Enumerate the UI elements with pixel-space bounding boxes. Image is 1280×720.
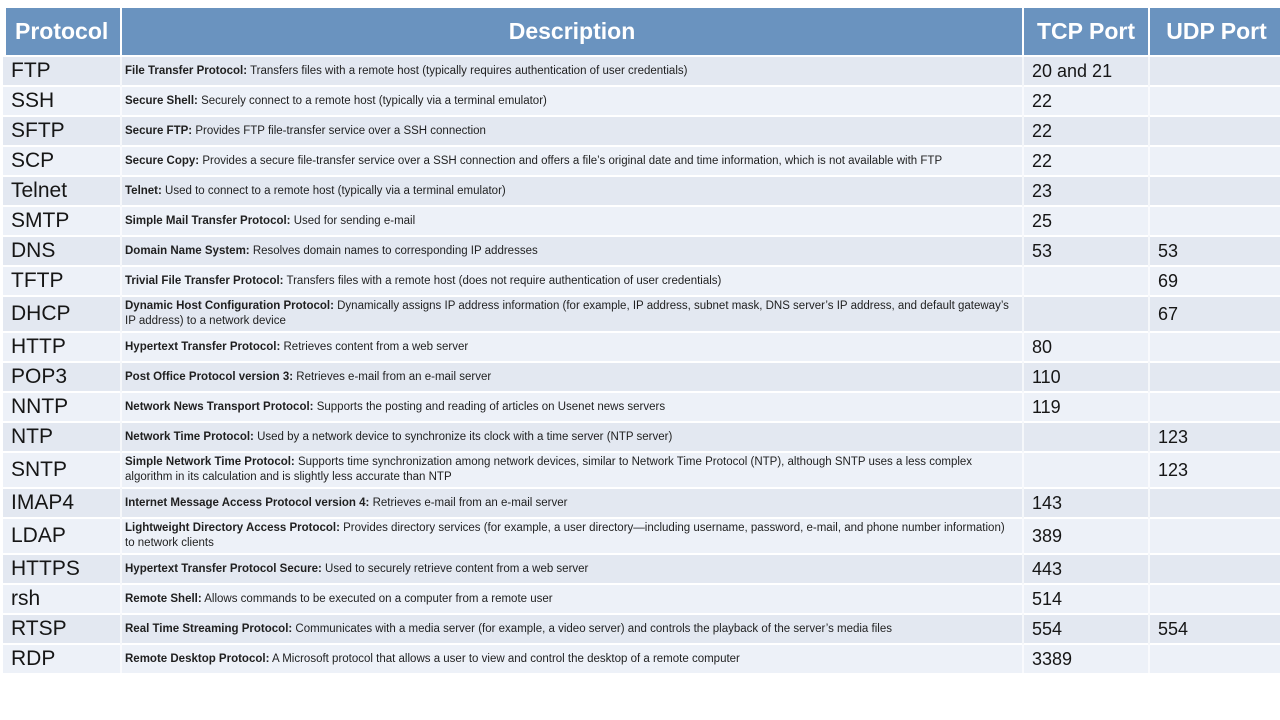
udp-port-cell: 69 <box>1149 266 1280 296</box>
tcp-port-cell: 20 and 21 <box>1023 56 1149 86</box>
udp-port-cell: 67 <box>1149 296 1280 332</box>
table-row <box>3 518 1280 554</box>
tcp-port-cell: 119 <box>1023 392 1149 422</box>
protocol-cell: HTTP <box>3 332 121 362</box>
table-row <box>3 332 1280 362</box>
description-cell <box>121 176 1023 206</box>
tcp-port-cell: 22 <box>1023 116 1149 146</box>
protocol-cell: SFTP <box>3 116 121 146</box>
description-text: Used to connect to a remote host (typically via a terminal emulator) <box>165 184 506 197</box>
description-term: Trivial File Transfer Protocol: <box>125 274 284 287</box>
description-text: Provides FTP file-transfer service over a SSH connection <box>195 124 486 137</box>
column-header-tcp-port: TCP Port <box>1023 8 1149 56</box>
description-term: Domain Name System: <box>125 244 250 257</box>
udp-port-cell: 123 <box>1149 422 1280 452</box>
udp-port-cell <box>1149 146 1280 176</box>
description-text: Retrieves e-mail from an e-mail server <box>296 370 492 383</box>
description-text: A Microsoft protocol that allows a user to view and control the desktop of a remote computer <box>271 652 740 665</box>
description-term: File Transfer Protocol: <box>125 64 248 77</box>
column-header-description: Description <box>121 8 1023 56</box>
table-row <box>3 614 1280 644</box>
description-text: Used for sending e-mail <box>293 214 416 227</box>
description-text: Transfers files with a remote host (typically requires authentication of user credentials) <box>250 64 688 77</box>
udp-port-cell <box>1149 176 1280 206</box>
description-cell <box>121 332 1023 362</box>
table-row <box>3 644 1280 673</box>
table-row <box>3 296 1280 332</box>
table-row <box>3 452 1280 488</box>
description-term: Simple Mail Transfer Protocol: <box>125 214 291 227</box>
table-row <box>3 86 1280 116</box>
table-row <box>3 266 1280 296</box>
tcp-port-cell: 25 <box>1023 206 1149 236</box>
udp-port-cell: 554 <box>1149 614 1280 644</box>
description-term: Post Office Protocol version 3: <box>125 370 294 383</box>
protocol-cell: LDAP <box>3 518 121 554</box>
protocol-cell: NTP <box>3 422 121 452</box>
udp-port-cell <box>1149 56 1280 86</box>
protocol-cell: NNTP <box>3 392 121 422</box>
column-header-udp-port: UDP Port <box>1149 8 1280 56</box>
table-body <box>3 56 1280 673</box>
tcp-port-cell: 143 <box>1023 488 1149 518</box>
tcp-port-cell <box>1023 452 1149 488</box>
description-cell <box>121 56 1023 86</box>
table-row <box>3 584 1280 614</box>
description-text: Transfers files with a remote host (does not require authentication of user credentials) <box>286 274 722 287</box>
tcp-port-cell <box>1023 296 1149 332</box>
description-text: Securely connect to a remote host (typically via a terminal emulator) <box>201 94 547 107</box>
udp-port-cell <box>1149 116 1280 146</box>
protocol-cell: SMTP <box>3 206 121 236</box>
tcp-port-cell: 53 <box>1023 236 1149 266</box>
description-cell <box>121 116 1023 146</box>
tcp-port-cell: 443 <box>1023 554 1149 584</box>
description-text: Communicates with a media server (for example, a video server) and controls the playback of the server’s media files <box>295 622 892 635</box>
udp-port-cell: 123 <box>1149 452 1280 488</box>
protocol-cell: DHCP <box>3 296 121 332</box>
description-cell <box>121 392 1023 422</box>
udp-port-cell <box>1149 86 1280 116</box>
protocol-cell: SSH <box>3 86 121 116</box>
udp-port-cell <box>1149 392 1280 422</box>
tcp-port-cell: 110 <box>1023 362 1149 392</box>
tcp-port-cell: 514 <box>1023 584 1149 614</box>
description-cell <box>121 518 1023 554</box>
table-row <box>3 554 1280 584</box>
table-row <box>3 176 1280 206</box>
table-row <box>3 392 1280 422</box>
udp-port-cell <box>1149 518 1280 554</box>
udp-port-cell: 53 <box>1149 236 1280 266</box>
protocol-cell: IMAP4 <box>3 488 121 518</box>
tcp-port-cell: 23 <box>1023 176 1149 206</box>
description-term: Simple Network Time Protocol: <box>125 456 295 468</box>
description-term: Remote Desktop Protocol: <box>125 652 270 665</box>
description-cell <box>121 206 1023 236</box>
description-term: Hypertext Transfer Protocol: <box>125 340 281 353</box>
description-text: Allows commands to be executed on a computer from a remote user <box>204 592 553 605</box>
description-cell <box>121 266 1023 296</box>
tcp-port-cell <box>1023 422 1149 452</box>
table-header <box>3 8 1280 56</box>
tcp-port-cell <box>1023 266 1149 296</box>
description-term: Secure Copy: <box>125 154 200 167</box>
description-cell <box>121 296 1023 332</box>
tcp-port-cell: 22 <box>1023 86 1149 116</box>
protocol-cell: RTSP <box>3 614 121 644</box>
protocol-cell: HTTPS <box>3 554 121 584</box>
protocol-cell: Telnet <box>3 176 121 206</box>
tcp-port-cell: 22 <box>1023 146 1149 176</box>
description-text: Dynamically assigns IP address information (for example, IP address, subnet mask, DNS server’s IP address, and default gateway’s IP address) to a network device <box>125 300 1009 327</box>
tcp-port-cell: 80 <box>1023 332 1149 362</box>
udp-port-cell <box>1149 488 1280 518</box>
tcp-port-cell: 554 <box>1023 614 1149 644</box>
description-term: Lightweight Directory Access Protocol: <box>125 522 340 534</box>
table-row <box>3 236 1280 266</box>
description-term: Dynamic Host Configuration Protocol: <box>125 300 334 312</box>
description-cell <box>121 86 1023 116</box>
description-text: Supports time synchronization among network devices, similar to Network Time Protocol (NTP), although SNTP uses a less complex algorithm in its calculation and is slightly less accurate than NTP <box>125 456 973 483</box>
description-term: Network News Transport Protocol: <box>125 400 314 413</box>
description-cell <box>121 644 1023 673</box>
description-term: Secure Shell: <box>125 94 198 107</box>
protocol-cell: TFTP <box>3 266 121 296</box>
protocol-cell: rsh <box>3 584 121 614</box>
description-text: Retrieves e-mail from an e-mail server <box>372 496 568 509</box>
udp-port-cell <box>1149 644 1280 673</box>
table-row <box>3 488 1280 518</box>
description-text: Resolves domain names to corresponding IP addresses <box>252 244 538 257</box>
description-term: Network Time Protocol: <box>125 430 254 443</box>
description-cell <box>121 422 1023 452</box>
column-header-protocol: Protocol <box>3 8 121 56</box>
table-row <box>3 146 1280 176</box>
description-cell <box>121 146 1023 176</box>
description-cell <box>121 488 1023 518</box>
protocol-cell: POP3 <box>3 362 121 392</box>
udp-port-cell <box>1149 554 1280 584</box>
description-cell <box>121 236 1023 266</box>
udp-port-cell <box>1149 206 1280 236</box>
description-cell <box>121 452 1023 488</box>
description-text: Retrieves content from a web server <box>283 340 469 353</box>
table-row <box>3 362 1280 392</box>
description-text: Provides a secure file-transfer service over a SSH connection and offers a file’s original date and time information, which is not available with FTP <box>202 154 943 167</box>
protocol-cell: SNTP <box>3 452 121 488</box>
description-term: Telnet: <box>125 184 162 197</box>
description-cell <box>121 362 1023 392</box>
description-cell <box>121 554 1023 584</box>
table-row <box>3 116 1280 146</box>
description-term: Real Time Streaming Protocol: <box>125 622 293 635</box>
protocol-cell: FTP <box>3 56 121 86</box>
description-term: Secure FTP: <box>125 124 193 137</box>
table-row <box>3 206 1280 236</box>
table-row <box>3 56 1280 86</box>
udp-port-cell <box>1149 584 1280 614</box>
protocol-port-table <box>0 8 1280 673</box>
description-term: Internet Message Access Protocol version 4: <box>125 496 370 509</box>
tcp-port-cell: 389 <box>1023 518 1149 554</box>
description-cell <box>121 584 1023 614</box>
description-term: Remote Shell: <box>125 592 202 605</box>
udp-port-cell <box>1149 332 1280 362</box>
description-term: Hypertext Transfer Protocol Secure: <box>125 562 322 575</box>
table-row <box>3 422 1280 452</box>
description-text: Provides directory services (for example, a user directory—including username, password, e-mail, and phone number information) to network clients <box>125 522 1005 549</box>
description-text: Used to securely retrieve content from a web server <box>325 562 589 575</box>
protocol-cell: SCP <box>3 146 121 176</box>
header-row <box>3 8 1280 56</box>
tcp-port-cell: 3389 <box>1023 644 1149 673</box>
description-text: Used by a network device to synchronize its clock with a time server (NTP server) <box>257 430 673 443</box>
description-cell <box>121 614 1023 644</box>
udp-port-cell <box>1149 362 1280 392</box>
protocol-cell: DNS <box>3 236 121 266</box>
description-text: Supports the posting and reading of articles on Usenet news servers <box>316 400 666 413</box>
protocol-cell: RDP <box>3 644 121 673</box>
